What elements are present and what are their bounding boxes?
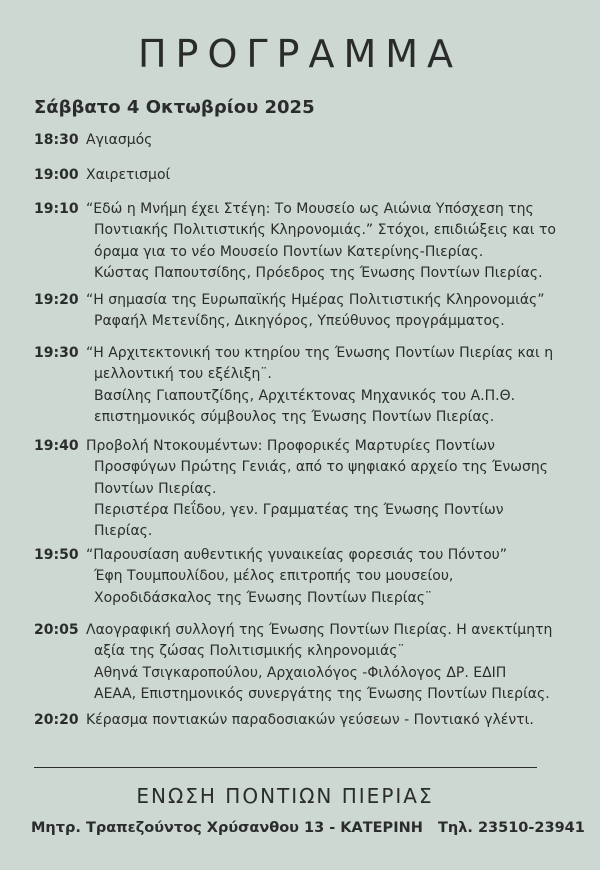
event-date: Σάββατο 4 Οκτωβρίου 2025 bbox=[34, 97, 315, 118]
description-line: αξία της ζώσας Πολιτισμικής κληρονομιάς¨ bbox=[94, 643, 405, 660]
organization-name: ΕΝΩΣΗ ΠΟΝΤΙΩΝ ΠΙΕΡΙΑΣ bbox=[136, 784, 434, 808]
description-line: ΑΕΑΑ, Επιστημονικός συνεργάτης της Ένωσης Ποντίων Πιερίας. bbox=[94, 685, 550, 702]
item-description bbox=[86, 436, 548, 542]
description-line: Έφη Τουμπουλίδου, μέλος επιτροπής του μουσείου, bbox=[94, 568, 454, 585]
item-time: 20:05 bbox=[34, 622, 79, 638]
description-line: Βασίλης Γιαπουτζίδης, Αρχιτέκτονας Μηχανικός του Α.Π.Θ. bbox=[94, 387, 516, 404]
description-line: “Εδώ η Μνήμη έχει Στέγη: Το Μουσείο ως Αιώνια Υπόσχεση της bbox=[86, 201, 534, 217]
description-line: όραμα για το νέο Μουσείο Ποντίων Κατερίνης-Πιερίας. bbox=[94, 243, 484, 260]
divider bbox=[34, 767, 537, 768]
item-description bbox=[86, 620, 552, 705]
item-time: 19:10 bbox=[34, 201, 79, 217]
item-description bbox=[86, 710, 534, 731]
item-description bbox=[86, 199, 556, 284]
description-line: μελλοντική του εξέλιξη¨. bbox=[94, 366, 272, 383]
item-description bbox=[86, 343, 553, 428]
description-line: Λαογραφική συλλογή της Ένωσης Ποντίων Πιερίας. Η ανεκτίμητη bbox=[86, 622, 553, 638]
description-line: Χοροδιδάσκαλος της Ένωσης Ποντίων Πιερίας¨ bbox=[94, 589, 432, 606]
item-time: 20:20 bbox=[34, 712, 79, 728]
page-title: ΠΡΟΓΡΑΜΜΑ bbox=[137, 32, 463, 76]
item-description bbox=[86, 130, 152, 151]
address: Μητρ. Τραπεζούντος Χρύσανθου 13 - ΚΑΤΕΡΙΝΗ Τηλ. 23510-23941 bbox=[31, 820, 585, 836]
description-line: Προσφύγων Πρώτης Γενιάς, από το ψηφιακό αρχείο της Ένωσης bbox=[94, 459, 548, 476]
description-line: Χαιρετισμοί bbox=[86, 167, 171, 183]
item-time: 18:30 bbox=[34, 132, 79, 148]
description-line: Αθηνά Τσιγκαροπούλου, Αρχαιολόγος -Φιλόλογος ΔΡ. ΕΔΙΠ bbox=[94, 664, 507, 681]
description-line: Αγιασμός bbox=[86, 132, 153, 148]
description-line: “Η Αρχιτεκτονική του κτηρίου της Ένωσης Ποντίων Πιερίας και η bbox=[86, 345, 554, 361]
description-line: Προβολή Ντοκουμέντων: Προφορικές Μαρτυρίες Ποντίων bbox=[86, 438, 496, 454]
item-time: 19:40 bbox=[34, 438, 79, 454]
description-line: Κώστας Παπουτσίδης, Πρόεδρος της Ένωσης Ποντίων Πιερίας. bbox=[94, 264, 543, 281]
description-line: Περιστέρα Πεΐδου, γεν. Γραμματέας της Ένωσης Ποντίων bbox=[94, 501, 504, 518]
item-description bbox=[86, 290, 545, 333]
description-line: “Παρουσίαση αυθεντικής γυναικείας φορεσιάς του Πόντου” bbox=[86, 547, 508, 563]
item-time: 19:30 bbox=[34, 345, 79, 361]
description-line: “Η σημασία της Ευρωπαϊκής Ημέρας Πολιτιστικής Κληρονομιάς” bbox=[86, 292, 545, 308]
description-line: Ποντίων Πιερίας. bbox=[94, 480, 217, 497]
item-time: 19:00 bbox=[34, 167, 79, 183]
item-time: 19:20 bbox=[34, 292, 79, 308]
description-line: Κέρασμα ποντιακών παραδοσιακών γεύσεων - Ποντιακό γλέντι. bbox=[86, 712, 534, 728]
description-line: Πιερίας. bbox=[94, 523, 153, 540]
item-description bbox=[86, 545, 507, 609]
item-time: 19:50 bbox=[34, 547, 79, 563]
item-description bbox=[86, 165, 170, 186]
description-line: επιστημονικός σύμβουλος της Ένωσης Ποντίων Πιερίας. bbox=[94, 408, 495, 425]
description-line: Ποντιακής Πολιτιστικής Κληρονομιάς.” Στόχοι, επιδιώξεις και το bbox=[94, 222, 556, 239]
description-line: Ραφαήλ Μετενίδης, Δικηγόρος, Υπεύθυνος προγράμματος. bbox=[94, 313, 505, 330]
